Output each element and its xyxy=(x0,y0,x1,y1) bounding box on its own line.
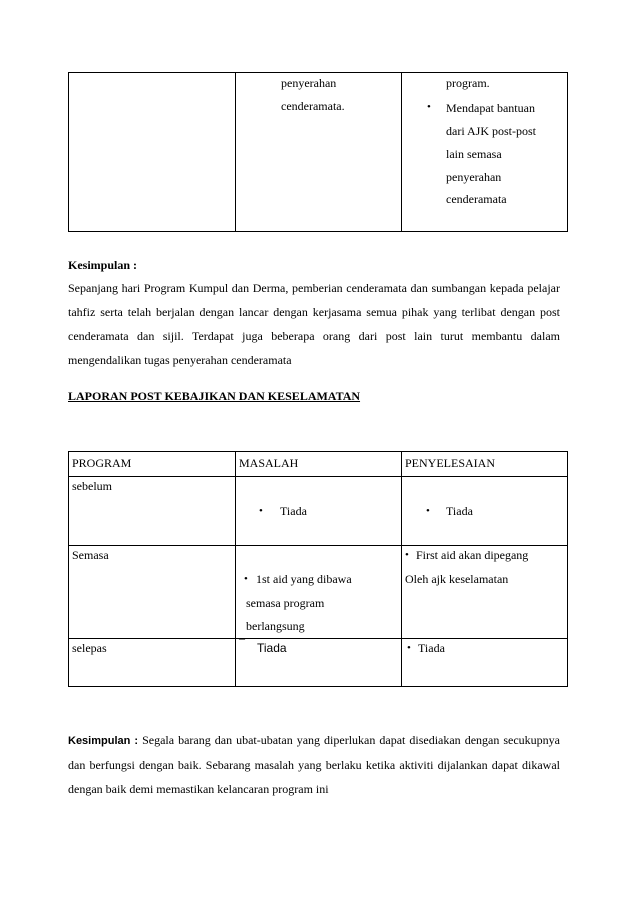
cell-text: cenderamata xyxy=(446,192,507,206)
cell-text: First aid akan dipegang xyxy=(416,548,529,562)
table-divider xyxy=(69,638,567,639)
bullet-icon: • xyxy=(405,549,409,561)
table-divider xyxy=(69,545,567,546)
column-header: MASALAH xyxy=(239,456,299,470)
column-header: PROGRAM xyxy=(72,456,132,470)
report-table xyxy=(68,451,568,687)
cell-text: 1st aid yang dibawa xyxy=(256,572,352,586)
cell-text: Tiada xyxy=(280,504,307,518)
bullet-icon: • xyxy=(259,505,263,517)
cell-text: semasa program xyxy=(246,596,325,610)
row-label: selepas xyxy=(72,641,107,655)
conclusion-paragraph: Sepanjang hari Program Kumpul dan Derma, pemberian cenderamata dan sumbangan kepada pelajar tahfiz serta telah berjalan dengan lancar dengan kerjasama semua pihak yang terlibat dengan post cenderamata dan sijil. Terdapat juga beberapa orang dari post lain turut membantu dalam mengendalikan tugas penyerahan cenderamata xyxy=(68,281,560,367)
conclusion-text: Segala barang dan ubat-ubatan yang diperlukan dapat disediakan dengan secukupnya dan berfungsi dengan baik. Sebarang masalah yang berlaku ketika aktiviti dijalankan dapat dikawal dengan baik demi memastikan kelancaran program ini xyxy=(68,733,560,796)
bullet-icon: • xyxy=(427,101,431,113)
bullet-icon: • xyxy=(407,642,411,654)
row-label: Semasa xyxy=(72,548,109,562)
cell-text: Tiada xyxy=(257,641,287,655)
conclusion-label: Kesimpulan : xyxy=(68,258,138,272)
row-label: sebelum xyxy=(72,479,112,493)
bullet-icon: • xyxy=(426,505,430,517)
cell-text: program. xyxy=(446,76,490,90)
section-heading: LAPORAN POST KEBAJIKAN DAN KESELAMATAN xyxy=(68,389,361,403)
table-divider xyxy=(401,73,402,231)
table-divider xyxy=(235,73,236,231)
table-divider xyxy=(69,476,567,477)
cell-text: Tiada xyxy=(446,504,473,518)
bullet-icon: • xyxy=(244,573,248,585)
cell-text: dari AJK post-post xyxy=(446,124,536,138)
column-header: PENYELESAIAN xyxy=(405,456,495,470)
cell-text: lain semasa xyxy=(446,147,502,161)
cell-text: cenderamata. xyxy=(281,99,345,113)
dash-mark: ¯ xyxy=(239,637,245,651)
cell-text: Oleh ajk keselamatan xyxy=(405,572,509,586)
conclusion-label: Kesimpulan : xyxy=(68,735,139,747)
cell-text: berlangsung xyxy=(246,619,305,633)
cell-text: penyerahan xyxy=(446,170,502,184)
cell-text: Mendapat bantuan xyxy=(446,101,535,115)
conclusion-paragraph xyxy=(68,728,560,801)
cell-text: penyerahan xyxy=(281,76,337,90)
table-divider xyxy=(235,452,236,686)
cell-text: Tiada xyxy=(418,641,445,655)
table-divider xyxy=(401,452,402,686)
